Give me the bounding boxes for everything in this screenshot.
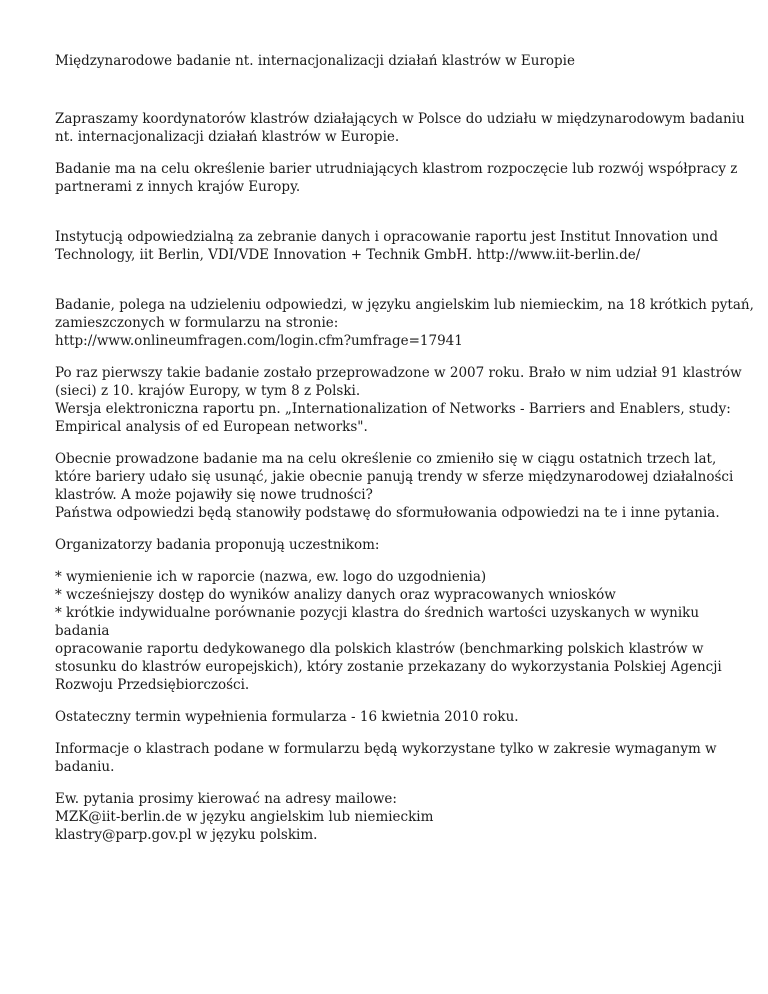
text-line: badaniu. xyxy=(55,759,115,775)
paragraph-data-use xyxy=(55,740,725,776)
text-line: (sieci) z 10. krajów Europy, w tym 8 z Polski. xyxy=(55,383,361,399)
paragraph-contact xyxy=(55,790,725,844)
text-line: Informacje o klastrach podane w formularzu będą wykorzystane tylko w zakresie wymaganym w xyxy=(55,741,717,757)
paragraph-offer-list xyxy=(55,568,725,694)
paragraph-offer-intro xyxy=(55,536,725,554)
document-page xyxy=(55,52,754,844)
paragraph-deadline xyxy=(55,708,725,726)
text-line: Rozwoju Przedsiębiorczości. xyxy=(55,677,250,693)
text-line: które bariery udało się usunąć, jakie obecnie panują trendy w sferze międzynarodowej działalności xyxy=(55,469,734,485)
email-line-parp[interactable]: klastry@parp.gov.pl w języku polskim. xyxy=(55,827,318,843)
text-line: badania xyxy=(55,623,110,639)
email-line-iit[interactable]: MZK@iit-berlin.de w języku angielskim lub niemieckim xyxy=(55,809,434,825)
text-line: Zapraszamy koordynatorów klastrów działających w Polsce do udziału w międzynarodowym badaniu xyxy=(55,111,745,127)
text-line: Ew. pytania prosimy kierować na adresy mailowe: xyxy=(55,791,397,807)
text-line: Badanie, polega na udzieleniu odpowiedzi, w języku angielskim lub niemieckim, na 18 krótkich pytań, xyxy=(55,297,754,313)
paragraph-invitation xyxy=(55,110,745,146)
text-line: Badanie ma na celu określenie barier utrudniających klastrom rozpoczęcie lub rozwój współpracy z xyxy=(55,161,738,177)
text-line: Wersja elektroniczna raportu pn. „Internationalization of Networks - Barriers and Enablers, study: xyxy=(55,401,731,417)
list-item: * wcześniejszy dostęp do wyników analizy danych oraz wypracowanych wniosków xyxy=(55,587,616,603)
text-line: klastrów. A może pojawiły się nowe trudności? xyxy=(55,487,373,503)
paragraph-current-study xyxy=(55,450,734,522)
text-line: Technology, iit Berlin, VDI/VDE Innovation + Technik GmbH. http://www.iit-berlin.de/ xyxy=(55,247,641,263)
list-item: * wymienienie ich w raporcie (nazwa, ew. logo do uzgodnienia) xyxy=(55,569,487,585)
paragraph-institution xyxy=(55,228,725,264)
text-line: Empirical analysis of ed European networks". xyxy=(55,419,368,435)
text-line: Obecnie prowadzone badanie ma na celu określenie co zmieniło się w ciągu ostatnich trzech lat, xyxy=(55,451,717,467)
title-line: Międzynarodowe badanie nt. internacjonalizacji działań klastrów w Europie xyxy=(55,53,575,69)
text-line: zamieszczonych w formularzu na stronie: xyxy=(55,315,339,331)
text-line: Po raz pierwszy takie badanie zostało przeprowadzone w 2007 roku. Brało w nim udział 91 klastrów xyxy=(55,365,742,381)
text-line: Państwa odpowiedzi będą stanowiły podstawę do sformułowania odpowiedzi na te i inne pytania. xyxy=(55,505,720,521)
paragraph-history xyxy=(55,364,742,436)
paragraph-purpose xyxy=(55,160,738,196)
text-line: nt. internacjonalizacji działań klastrów w Europie. xyxy=(55,129,400,145)
list-item: * krótkie indywidualne porównanie pozycji klastra do średnich wartości uzyskanych w wyniku xyxy=(55,605,700,621)
text-line: opracowanie raportu dedykowanego dla polskich klastrów (benchmarking polskich klastrów w xyxy=(55,641,704,657)
text-line: Organizatorzy badania proponują uczestnikom: xyxy=(55,537,380,553)
text-line: stosunku do klastrów europejskich), który zostanie przekazany do wykorzystania Polskiej Agencji xyxy=(55,659,722,675)
paragraph-survey-form xyxy=(55,296,754,350)
text-line: Ostateczny termin wypełnienia formularza - 16 kwietnia 2010 roku. xyxy=(55,709,519,725)
text-line: partnerami z innych krajów Europy. xyxy=(55,179,301,195)
survey-url[interactable]: http://www.onlineumfragen.com/login.cfm?umfrage=17941 xyxy=(55,333,463,349)
text-line: Instytucją odpowiedzialną za zebranie danych i opracowanie raportu jest Institut Innovation und xyxy=(55,229,719,245)
document-title xyxy=(55,52,725,70)
